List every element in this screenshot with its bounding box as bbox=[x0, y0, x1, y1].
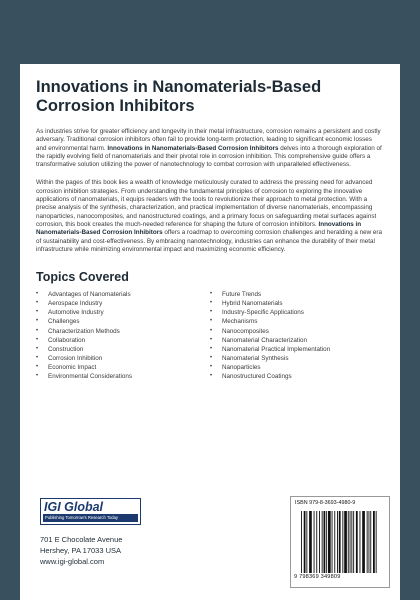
p1-title-ref: Innovations in Nanomaterials-Based Corrosion Inhibitors bbox=[107, 144, 279, 152]
list-item: • Aerospace Industry bbox=[36, 299, 210, 308]
list-item: • Economic Impact bbox=[36, 363, 210, 372]
top-band bbox=[0, 0, 420, 64]
p2-intro: Within the pages of this book lies a wealth of knowledge meticulously curated to address the pressing need for advanced corrosion inhibition strategies. From understanding the fundamental principles of corrosion to exploring the innovative applications of nanomaterials, it equips readers with the tools to revolutionize their approach to metal protection. With a precise analysis of the synthesis, characterization, and practical implementation of diverse nanomaterials, encompassing nanoparticles, nanocomposites, and nanostructured coatings, and a primary focus on safeguarding metal surfaces against corrosion, this book creates the much-needed reference for shaping the future of corrosion inhibitors. bbox=[36, 179, 377, 228]
list-item: • Construction bbox=[36, 345, 210, 354]
list-item: • Collaboration bbox=[36, 336, 210, 345]
address-line-2: Hershey, PA 17033 USA bbox=[40, 546, 122, 555]
list-item: • Future Trends bbox=[210, 290, 384, 299]
list-item: • Nanoparticles bbox=[210, 363, 384, 372]
list-item: • Advantages of Nanomaterials bbox=[36, 290, 210, 299]
list-item: • Mechanisms bbox=[210, 317, 384, 326]
logo-tagline: Publishing Tomorrow's Research Today bbox=[43, 514, 138, 522]
list-item: • Industry-Specific Applications bbox=[210, 308, 384, 317]
p1-intro: As industries strive for greater efficiency and longevity in their metal infrastructure, corrosion remains a persistent and costly adversary. Traditional corrosion inhibitors often fail to provide long-term protection, leading to significant economic losses and environmental harm. bbox=[36, 128, 381, 152]
p2-title-ref: Innovations in Nanomaterials-Based Corrosion Inhibitors bbox=[36, 220, 362, 237]
list-item: • Nanocomposites bbox=[210, 327, 384, 336]
list-item: • Environmental Considerations bbox=[36, 372, 210, 381]
topics-heading: Topics Covered bbox=[36, 270, 129, 285]
barcode-bars-icon bbox=[301, 511, 381, 573]
topics-list bbox=[36, 290, 384, 381]
list-item: • Hybrid Nanomaterials bbox=[210, 299, 384, 308]
description-paragraph-1 bbox=[36, 128, 384, 169]
list-item: • Challenges bbox=[36, 317, 210, 326]
p2-rest: offers a roadmap to overcoming corrosion challenges and heralding a new era of sustainability and cost-effectiveness. By embracing nanotechnology, industries can enhance the durability of their metal infrastructure while minimizing environmental impact and maximizing economic efficiency. bbox=[36, 229, 383, 253]
book-title: Innovations in Nanomaterials-Based Corrosion Inhibitors bbox=[36, 78, 322, 115]
logo-wordmark: IGI Global bbox=[44, 500, 104, 514]
isbn-text: ISBN 979-8-3693-4980-9 bbox=[295, 500, 356, 506]
isbn-barcode bbox=[290, 496, 390, 588]
publisher-address bbox=[40, 534, 122, 567]
publisher-logo bbox=[40, 498, 141, 525]
publisher-website-link[interactable]: www.igi-global.com bbox=[40, 557, 105, 566]
p1-rest: delves into a thorough exploration of the rapidly evolving field of nanomaterials and their pivotal role in corrosion inhibition. This comprehensive guide offers a transformative solution utilizing the power of nanotechnology to combat corrosion with unparalleled effectiveness. bbox=[36, 144, 382, 169]
list-item: • Nanomaterial Characterization bbox=[210, 336, 384, 345]
list-item: • Nanomaterial Synthesis bbox=[210, 354, 384, 363]
list-item: • Characterization Methods bbox=[36, 327, 210, 336]
barcode-number: 9 798369 349809 bbox=[294, 574, 341, 580]
list-item: • Nanostructured Coatings bbox=[210, 372, 384, 381]
list-item: • Automotive Industry bbox=[36, 308, 210, 317]
list-item: • Corrosion Inhibition bbox=[36, 354, 210, 363]
topics-column-right bbox=[210, 290, 384, 381]
description-paragraph-2 bbox=[36, 179, 384, 254]
list-item: • Nanomaterial Practical Implementation bbox=[210, 345, 384, 354]
topics-column-left bbox=[36, 290, 210, 381]
address-line-1: 701 E Chocolate Avenue bbox=[40, 535, 123, 544]
